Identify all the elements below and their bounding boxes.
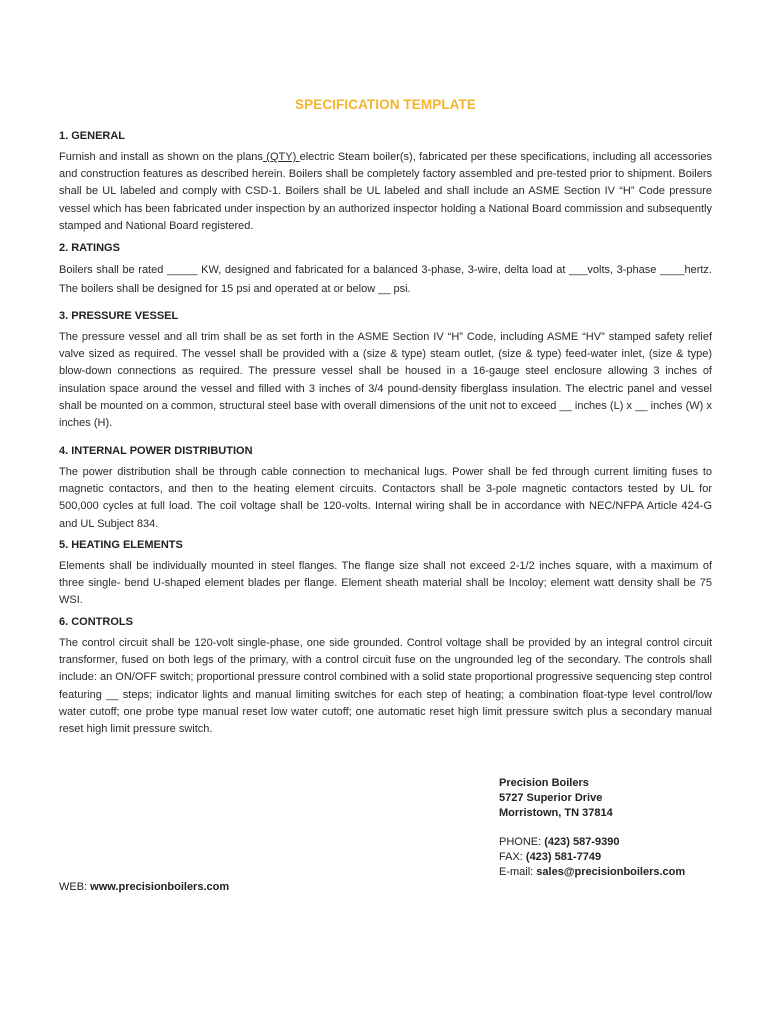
section-internal-power-distribution xyxy=(59,444,712,533)
body-text: Furnish and install as shown on the plans xyxy=(59,151,263,163)
document-title: SPECIFICATION TEMPLATE xyxy=(295,97,476,112)
phone-label: PHONE: xyxy=(499,836,545,848)
section-heading: 5. HEATING ELEMENTS xyxy=(59,539,183,551)
section-heading: 3. PRESSURE VESSEL xyxy=(59,310,179,322)
section-body: Boilers shall be rated _____ KW, designed and fabricated for a balanced 3-phase, 3-wire, delta load at ___volts, 3-phase ____hertz. The boilers shall be designed for 15 psi and operated at or below __ psi. xyxy=(59,264,712,295)
fax-label: FAX: xyxy=(499,851,526,863)
section-controls xyxy=(59,615,712,738)
fax-line xyxy=(499,850,685,865)
section-heading: 1. GENERAL xyxy=(59,130,126,142)
phone-line xyxy=(499,835,685,850)
section-heading: 2. RATINGS xyxy=(59,242,120,254)
company-name: Precision Boilers xyxy=(499,777,589,789)
email-label: E-mail: xyxy=(499,866,537,878)
email-address[interactable]: sales@precisionboilers.com xyxy=(536,866,686,878)
section-body: Elements shall be individually mounted in steel flanges. The flange size shall not exceed 2-1/2 inches square, with a maximum of three single- bend U-shaped element blades per flange. Element sheath material shall be Incoloy; element watt density shall be 75 WSI. xyxy=(59,560,712,607)
section-pressure-vessel xyxy=(59,309,712,432)
section-heading: 6. CONTROLS xyxy=(59,616,133,628)
section-heading: 4. INTERNAL POWER DISTRIBUTION xyxy=(59,445,253,457)
city-state-zip: Morristown, TN 37814 xyxy=(499,807,613,819)
section-ratings xyxy=(59,241,712,299)
section-body: The pressure vessel and all trim shall be as set forth in the ASME Section IV “H” Code, including ASME “HV” stamped safety relief valve sized as required. The vessel shall be provided with a (size & type) steam outlet, (size & type) feed-water inlet, (size & type) blow-down connections as required. The pressure vessel shall be housed in a 16-gauge steel enclosure allowing 3 inches of insulation space around the vessel and filled with 3 inches of 3/4 pound-density fiberglass insulation. The electric panel and vessel shall be mounted on a common, structural steel base with overall dimensions of the unit not to exceed __ inches (L) x __ inches (W) x inches (H). xyxy=(59,331,712,430)
body-text: electric Steam boiler(s), fabricated per these specifications, including all accessories and construction features as described herein. Boilers shall be completely factory assembled and pre-tested prior to shipment. Boilers shall be UL labeled and comply with CSD-1. Boilers shall be UL labeled and shall include an ASME Section IV “H” Code pressure vessel which has been fabricated under inspection by an authorized inspector holding a National Board commission and subsequently stamped and National Board registered. xyxy=(59,151,712,232)
qty-placeholder: (QTY) xyxy=(262,151,300,163)
section-body: The control circuit shall be 120-volt single-phase, one side grounded. Control voltage shall be provided by an integral control circuit transformer, fused on both legs of the primary, with a control circuit fuse on the ungrounded leg of the secondary. The controls shall include: an ON/OFF switch; proportional pressure control combined with a solid state proportional progressive sequencing step control featuring __ steps; indicator lights and manual limiting switches for each step of heating; a combination float-type level control/low water cutoff; one probe type manual reset low water cutoff; one automatic reset high limit pressure switch plus a secondary manual reset high limit pressure switch. xyxy=(59,637,712,736)
phone-number: (423) 587-9390 xyxy=(544,836,620,848)
contact-block xyxy=(499,776,685,880)
fax-number: (423) 581-7749 xyxy=(525,851,602,863)
email-line xyxy=(499,865,685,880)
web-label: WEB: xyxy=(59,881,91,893)
section-body xyxy=(59,149,712,235)
section-heating-elements xyxy=(59,538,712,610)
section-general xyxy=(59,129,712,235)
section-body: The power distribution shall be through cable connection to mechanical lugs. Power shall be fed through current limiting fuses to magnetic contactors, and then to the heating element circuits. Contactors shall be 3-pole magnetic contactors tested by UL for 500,000 cycles at full load. The coil voltage shall be 120-volts. Internal wiring shall be in accordance with NEC/NFPA Article 424-G and UL Subject 834. xyxy=(59,466,712,530)
web-line xyxy=(59,880,229,895)
street-address: 5727 Superior Drive xyxy=(499,792,603,804)
website-url[interactable]: www.precisionboilers.com xyxy=(90,881,230,893)
